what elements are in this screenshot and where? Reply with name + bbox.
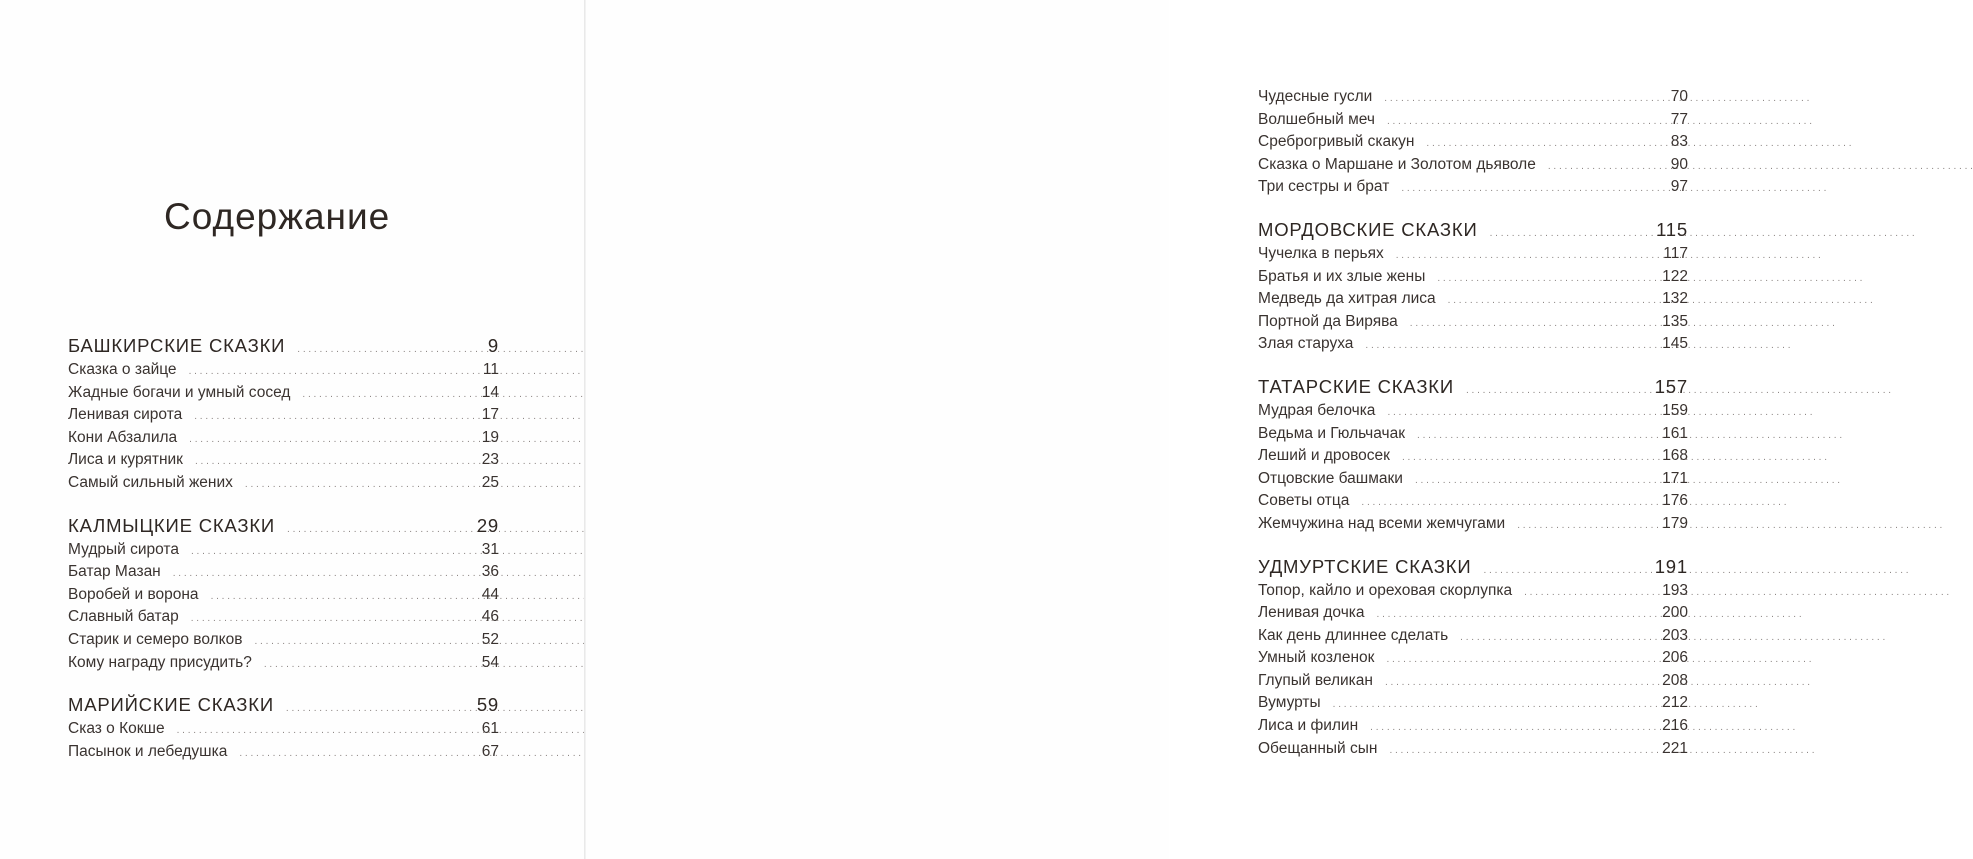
- section-heading-label: МАРИЙСКИЕ СКАЗКИ: [68, 694, 274, 716]
- toc-entry-title: Чучелка в перьях: [1258, 244, 1384, 262]
- page-number: 17: [481, 406, 499, 424]
- section-heading-label: ТАТАРСКИЕ СКАЗКИ: [1258, 375, 1454, 397]
- dot-leader: [189, 361, 467, 384]
- toc-entry[interactable]: [68, 404, 499, 427]
- page-number: 159: [1662, 401, 1688, 419]
- dot-leader: [297, 337, 467, 363]
- toc-entry-title: Обещанный сын: [1258, 739, 1378, 757]
- section-heading[interactable]: [68, 333, 499, 359]
- dot-leader: [1437, 268, 1656, 291]
- dot-leader: [1387, 402, 1656, 425]
- toc-entry[interactable]: [1258, 580, 1688, 603]
- toc-entry-title: Сказка о зайце: [68, 361, 177, 378]
- section-heading[interactable]: [68, 692, 499, 718]
- page-number: 52: [481, 630, 499, 648]
- page-number: 59: [476, 694, 499, 716]
- page-number: 97: [1670, 178, 1688, 196]
- toc-entry[interactable]: [1258, 738, 1688, 761]
- dot-leader: [1415, 470, 1656, 493]
- dot-leader: [211, 586, 467, 609]
- page-number: 11: [482, 361, 499, 378]
- page-number: 161: [1662, 424, 1688, 442]
- page-number: 77: [1670, 110, 1688, 128]
- toc-entry-title: Ведьма и Гюльчачак: [1258, 424, 1406, 442]
- page-number: 90: [1670, 155, 1688, 173]
- page-number: 23: [481, 451, 499, 469]
- toc-entry-title: Глупый великан: [1258, 671, 1373, 689]
- toc-entry-title: Ленивая сирота: [68, 406, 183, 424]
- page-number: 19: [481, 428, 499, 446]
- page-number: 44: [481, 585, 499, 603]
- dot-leader: [1333, 694, 1656, 717]
- toc-entry-title: Три сестры и брат: [1258, 178, 1390, 196]
- right-page: [586, 0, 1688, 859]
- toc-entry[interactable]: [68, 539, 499, 562]
- toc-entry-title: Умный козленок: [1258, 649, 1375, 667]
- dot-leader: [264, 654, 467, 677]
- toc-entry[interactable]: [68, 449, 499, 472]
- toc-entry[interactable]: [68, 584, 499, 607]
- dot-leader: [191, 608, 467, 631]
- toc-entry[interactable]: [68, 629, 499, 652]
- toc-entry[interactable]: [1258, 266, 1688, 289]
- toc-entry[interactable]: [1258, 602, 1688, 625]
- page-number: 29: [476, 514, 499, 536]
- toc-entry-title: Топор, кайло и ореховая скорлупка: [1258, 581, 1513, 599]
- toc-entry-title: Лиса и филин: [1258, 717, 1359, 735]
- toc-right-column: [1258, 86, 1688, 760]
- toc-entry-title: Воробей и ворона: [68, 585, 199, 603]
- page-number: 46: [481, 608, 499, 626]
- toc-entry-title: Кому награду присудить?: [68, 653, 252, 671]
- section-heading-label: КАЛМЫЦКИЕ СКАЗКИ: [68, 514, 276, 536]
- section-heading[interactable]: [68, 513, 499, 539]
- dot-leader: [254, 631, 467, 654]
- dot-leader: [302, 384, 467, 407]
- page-number: 36: [481, 563, 499, 581]
- dot-leader: [1490, 221, 1653, 247]
- section-heading-label: УДМУРТСКИЕ СКАЗКИ: [1258, 555, 1472, 577]
- toc-entry[interactable]: [68, 359, 499, 382]
- section-heading[interactable]: [1258, 554, 1688, 580]
- toc-entry-title: Как день длиннее сделать: [1258, 626, 1449, 644]
- toc-entry[interactable]: [1258, 692, 1688, 715]
- dot-leader: [239, 743, 467, 766]
- dot-leader: [1517, 515, 1656, 538]
- toc-entry[interactable]: [1258, 243, 1688, 266]
- section-heading[interactable]: [1258, 374, 1688, 400]
- page-number: 67: [481, 742, 499, 760]
- toc-entry[interactable]: [1258, 154, 1688, 177]
- toc-entry[interactable]: [1258, 625, 1688, 648]
- toc-entry-title: Сказка о Маршане и Золотом дьяволе: [1258, 155, 1536, 173]
- dot-leader: [1426, 133, 1656, 156]
- dot-leader: [194, 406, 467, 429]
- toc-entry-title: Самый сильный жених: [68, 473, 233, 491]
- section-heading-label: БАШКИРСКИЕ СКАЗКИ: [68, 335, 286, 356]
- toc-entry[interactable]: [1258, 400, 1688, 423]
- dot-leader: [1370, 717, 1656, 740]
- page-number: 25: [481, 473, 499, 491]
- page-number: 203: [1662, 626, 1688, 644]
- page-number: 193: [1662, 581, 1688, 599]
- toc-entry-title: Старик и семеро волков: [68, 630, 243, 648]
- toc-entry[interactable]: [1258, 109, 1688, 132]
- toc-entry[interactable]: [68, 606, 499, 629]
- toc-entry[interactable]: [1258, 333, 1688, 356]
- toc-entry-title: Советы отца: [1258, 492, 1350, 510]
- page-number: 212: [1662, 694, 1688, 712]
- page-number: 31: [481, 540, 499, 558]
- toc-entry-title: Сказ о Кокше: [68, 720, 165, 738]
- toc-entry[interactable]: [1258, 715, 1688, 738]
- left-page: [0, 0, 584, 859]
- toc-entry[interactable]: [68, 652, 499, 675]
- page-number: 171: [1662, 469, 1688, 487]
- toc-entry-title: Портной да Вирява: [1258, 312, 1398, 330]
- page-number: 221: [1662, 739, 1688, 757]
- dot-leader: [1396, 245, 1656, 268]
- page-number: 132: [1662, 290, 1688, 308]
- dot-leader: [1365, 335, 1656, 358]
- page-number: 70: [1670, 88, 1688, 105]
- dot-leader: [1385, 672, 1656, 695]
- page-number: 135: [1662, 312, 1688, 330]
- toc-entry-title: Среброгривый скакун: [1258, 133, 1415, 151]
- dot-leader: [1524, 582, 1656, 605]
- dot-leader: [1401, 178, 1656, 201]
- page-number: 122: [1662, 267, 1688, 285]
- toc-entry[interactable]: [68, 427, 499, 450]
- dot-leader: [177, 720, 467, 743]
- dot-leader: [1386, 649, 1656, 672]
- toc-entry[interactable]: [68, 472, 499, 495]
- toc-entry-title: Братья и их злые жены: [1258, 267, 1426, 285]
- toc-entry[interactable]: [1258, 647, 1688, 670]
- page-number: 206: [1662, 649, 1688, 667]
- dot-leader: [1377, 604, 1656, 627]
- toc-entry[interactable]: [1258, 131, 1688, 154]
- toc-title: Содержание: [164, 196, 391, 237]
- dot-leader: [1417, 425, 1656, 448]
- toc-entry-title: Злая старуха: [1258, 335, 1354, 353]
- toc-entry[interactable]: [1258, 176, 1688, 199]
- page-number: 179: [1662, 514, 1688, 532]
- dot-leader: [287, 517, 467, 543]
- dot-leader: [286, 696, 467, 722]
- toc-entry-title: Леший и дровосек: [1258, 447, 1390, 465]
- toc-entry-title: Мудрый сирота: [68, 540, 179, 558]
- dot-leader: [189, 429, 467, 452]
- toc-entry-title: Батар Мазан: [68, 563, 161, 581]
- toc-entry-title: Славный батар: [68, 608, 179, 626]
- page-number: 191: [1654, 555, 1688, 577]
- page-number: 61: [481, 720, 499, 738]
- dot-leader: [1448, 290, 1656, 313]
- toc-entry-title: Медведь да хитрая лиса: [1258, 290, 1436, 308]
- toc-entry[interactable]: [68, 741, 499, 764]
- section-heading[interactable]: [1258, 217, 1688, 243]
- page-number: 115: [1656, 218, 1688, 240]
- toc-entry[interactable]: [1258, 670, 1688, 693]
- page-number: 145: [1662, 335, 1688, 353]
- toc-entry[interactable]: [68, 718, 499, 741]
- toc-entry[interactable]: [1258, 86, 1688, 109]
- dot-leader: [191, 541, 467, 564]
- page-number: 83: [1670, 133, 1688, 151]
- toc-entry[interactable]: [1258, 513, 1688, 536]
- page-number: 168: [1662, 447, 1688, 465]
- page-number: 117: [1663, 244, 1688, 262]
- toc-entry-title: Ленивая дочка: [1258, 604, 1365, 622]
- toc-entry[interactable]: [1258, 445, 1688, 468]
- toc-entry-title: Мудрая белочка: [1258, 401, 1376, 419]
- page-number: 14: [481, 383, 499, 401]
- toc-entry-title: Волшебный меч: [1258, 110, 1375, 128]
- dot-leader: [1402, 447, 1656, 470]
- toc-entry-title: Жемчужина над всеми жемчугами: [1258, 514, 1506, 532]
- dot-leader: [195, 451, 467, 474]
- page-number: 176: [1662, 492, 1688, 510]
- toc-entry[interactable]: [68, 561, 499, 584]
- dot-leader: [1410, 313, 1656, 336]
- dot-leader: [1460, 627, 1656, 650]
- dot-leader: [1361, 492, 1656, 515]
- toc-entry-title: Чудесные гусли: [1258, 88, 1373, 105]
- toc-entry[interactable]: [1258, 423, 1688, 446]
- toc-entry-title: Вумурты: [1258, 694, 1321, 712]
- dot-leader: [1389, 740, 1656, 763]
- toc-entry[interactable]: [1258, 288, 1688, 311]
- page-number: 9: [487, 335, 499, 356]
- toc-entry-title: Пасынок и лебедушка: [68, 742, 228, 760]
- toc-entry[interactable]: [1258, 311, 1688, 334]
- toc-entry-title: Отцовские башмаки: [1258, 469, 1403, 487]
- page-number: 208: [1662, 671, 1688, 689]
- page-number: 216: [1662, 717, 1688, 735]
- page-number: 54: [481, 653, 499, 671]
- toc-entry-title: Жадные богачи и умный сосед: [68, 383, 291, 401]
- toc-entry[interactable]: [1258, 490, 1688, 513]
- toc-entry[interactable]: [68, 382, 499, 405]
- toc-entry-title: Кони Абзалила: [68, 428, 178, 446]
- dot-leader: [1387, 111, 1656, 134]
- section-heading-label: МОРДОВСКИЕ СКАЗКИ: [1258, 218, 1478, 240]
- toc-entry-title: Лиса и курятник: [68, 451, 183, 469]
- toc-entry[interactable]: [1258, 468, 1688, 491]
- page-number: 200: [1662, 604, 1688, 622]
- dot-leader: [1466, 378, 1651, 404]
- toc-left-column: [68, 333, 499, 763]
- dot-leader: [173, 563, 467, 586]
- dot-leader: [1384, 88, 1656, 111]
- dot-leader: [245, 474, 467, 497]
- page-number: 157: [1654, 375, 1688, 397]
- dot-leader: [1548, 156, 1656, 179]
